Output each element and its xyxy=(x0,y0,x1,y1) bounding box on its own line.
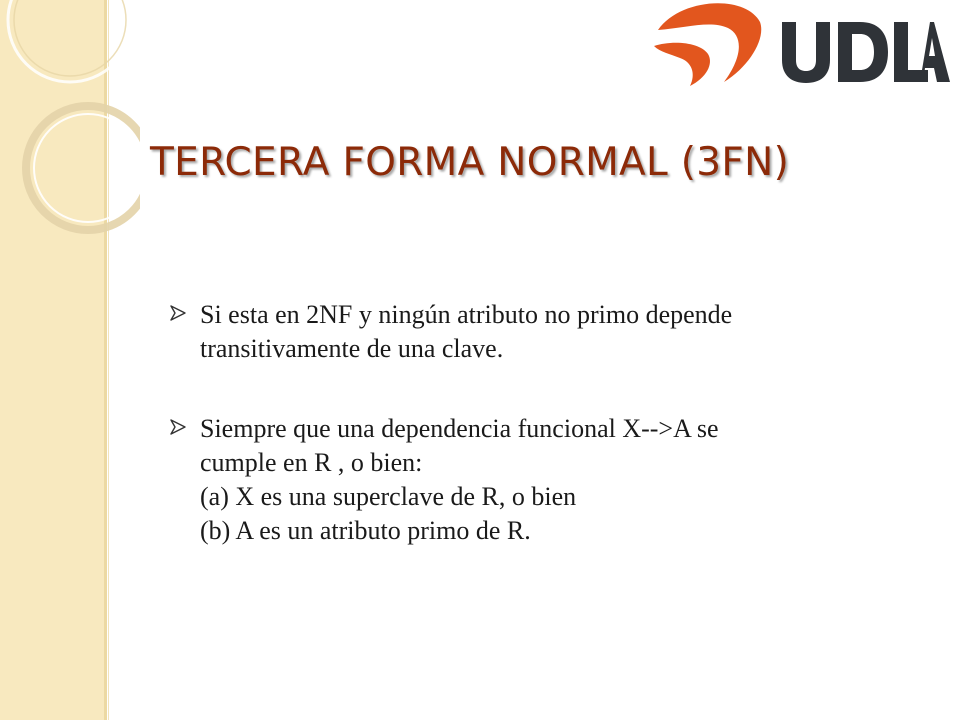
bullet-line: (b) A es un atributo primo de R. xyxy=(200,516,531,545)
bullet-list xyxy=(170,298,890,594)
bullet-line: (a) X es una superclave de R, o bien xyxy=(200,482,577,511)
udla-logo-mark-icon xyxy=(654,3,761,86)
bullet-item xyxy=(170,298,890,366)
bullet-line: Siempre que una dependencia funcional X-->A se xyxy=(200,414,719,443)
udla-logo-text: UDLA xyxy=(650,0,653,1)
decorative-circles-icon xyxy=(0,0,140,260)
udla-logo-letters xyxy=(782,22,950,83)
bullet-line: transitivamente de una clave. xyxy=(200,334,504,363)
bullet-line: Si esta en 2NF y ningún atributo no primo depende xyxy=(200,300,733,329)
bullet-item xyxy=(170,412,890,548)
arrowhead-bullet-icon xyxy=(170,419,186,435)
bullet-line: cumple en R , o bien: xyxy=(200,448,423,477)
udla-logo xyxy=(650,0,950,92)
slide-title: TERCERA FORMA NORMAL (3FN) xyxy=(150,140,790,185)
arrowhead-bullet-icon xyxy=(170,305,186,321)
